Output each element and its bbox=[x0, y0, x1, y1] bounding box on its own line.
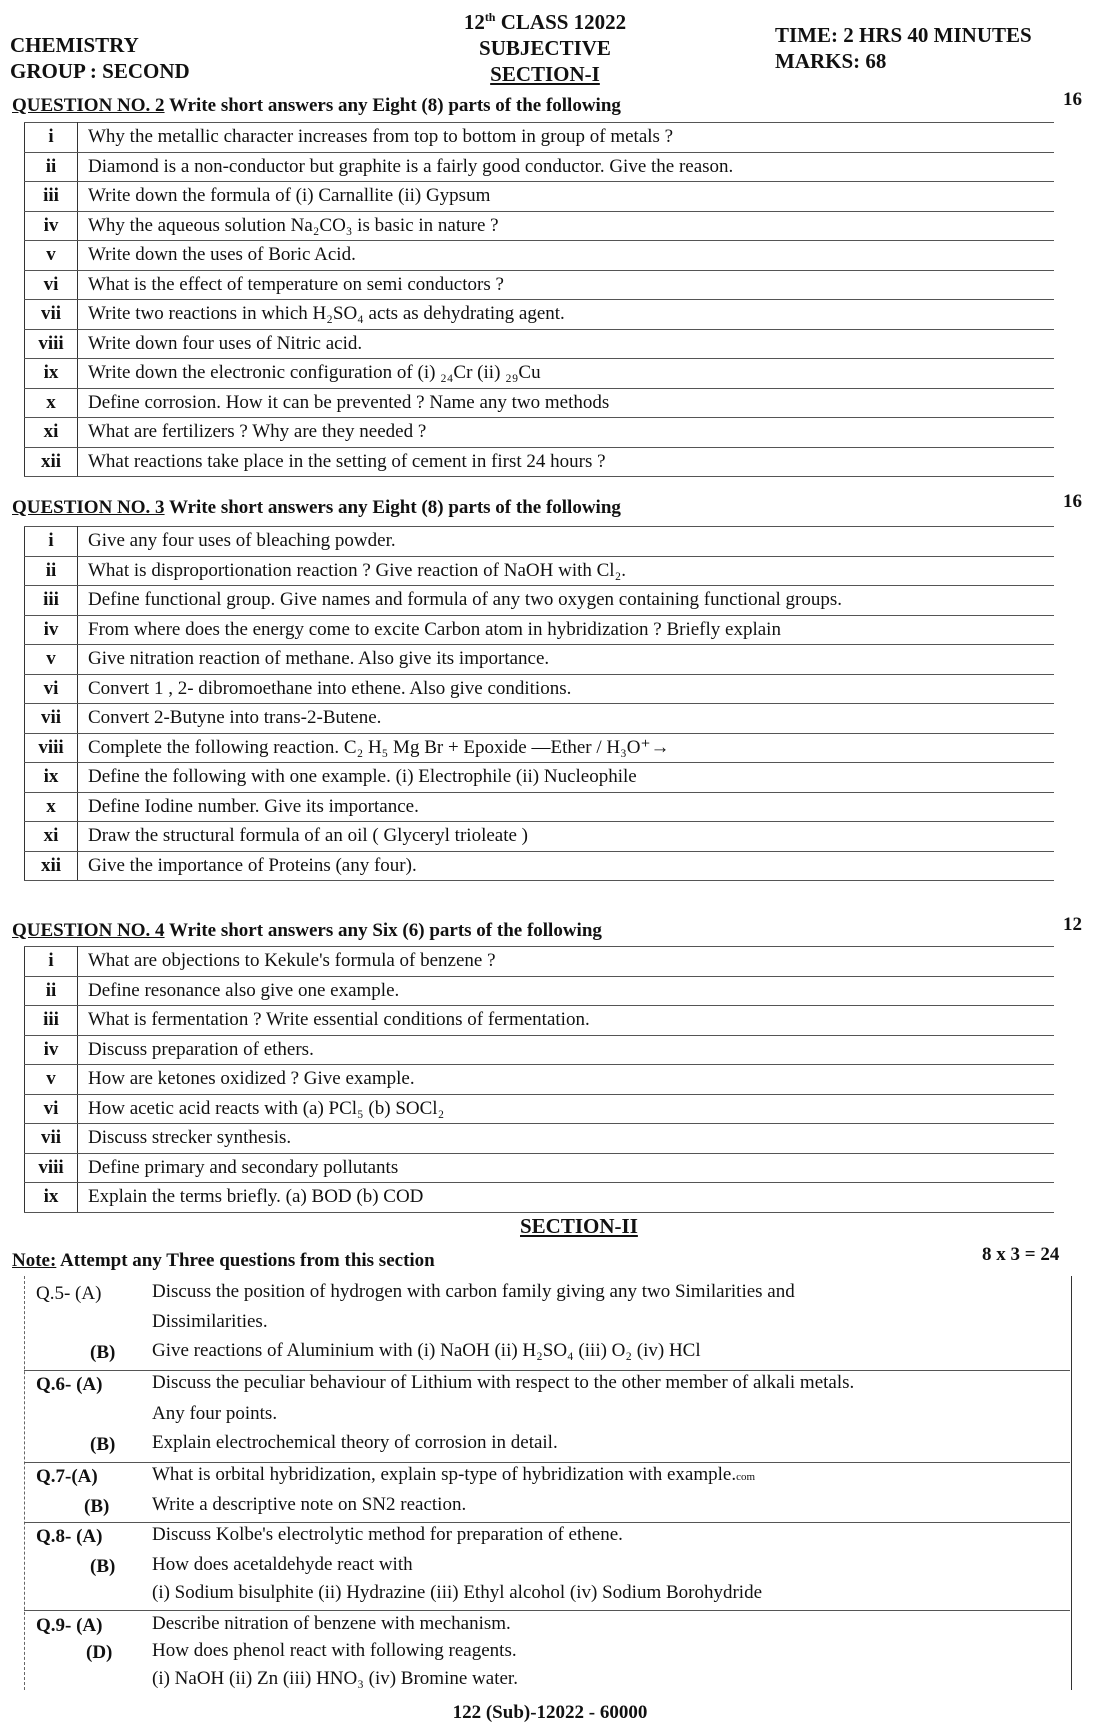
question-marks: 16 bbox=[1063, 491, 1082, 512]
class-label: 12th CLASS 12022 bbox=[463, 10, 627, 34]
divider bbox=[24, 1462, 1070, 1463]
part-text: Discuss preparation of ethers. bbox=[78, 1035, 1055, 1065]
question-number: QUESTION NO. 4 bbox=[12, 920, 165, 941]
part-text: Give nitration reaction of methane. Also give its importance. bbox=[78, 645, 1055, 675]
part-number: iv bbox=[25, 615, 78, 645]
question-part-row bbox=[25, 1006, 1055, 1036]
question-part-row bbox=[25, 586, 1055, 616]
question-part-row bbox=[25, 733, 1055, 763]
question-instruction: Write short answers any Six (6) parts of the following bbox=[164, 920, 602, 941]
q5b-text: Give reactions of Aluminium with (i) NaOH (ii) H₂SO₄ (iii) O₂ (iv) HCl bbox=[152, 1340, 701, 1361]
part-number: x bbox=[25, 388, 78, 418]
part-text: Diamond is a non-conductor but graphite is a fairly good conductor. Give the reason. bbox=[78, 152, 1055, 182]
part-number: v bbox=[25, 645, 78, 675]
part-text: What is the effect of temperature on semi conductors ? bbox=[78, 270, 1055, 300]
question-4-heading bbox=[12, 914, 1082, 942]
part-number: i bbox=[25, 123, 78, 153]
divider bbox=[24, 1370, 1070, 1371]
part-text: Discuss strecker synthesis. bbox=[78, 1124, 1055, 1154]
part-number: ii bbox=[25, 152, 78, 182]
part-number: vii bbox=[25, 704, 78, 734]
part-text: What are objections to Kekule's formula of benzene ? bbox=[78, 947, 1055, 977]
part-text: Write down four uses of Nitric acid. bbox=[78, 329, 1055, 359]
question-instruction: Write short answers any Eight (8) parts of the following bbox=[164, 95, 621, 116]
part-number: iii bbox=[25, 1006, 78, 1036]
section-2-note bbox=[12, 1250, 435, 1272]
question-number: QUESTION NO. 3 bbox=[12, 497, 165, 518]
part-text: Why the aqueous solution Na₂CO₃ is basic in nature ? bbox=[78, 211, 1055, 241]
q6b-label: (B) bbox=[90, 1434, 116, 1455]
part-number: viii bbox=[25, 733, 78, 763]
question-part-row bbox=[25, 1065, 1055, 1095]
part-text: Define Iodine number. Give its importance. bbox=[78, 792, 1055, 822]
part-text: How acetic acid reacts with (a) PCl₅ (b) SOCl₂ bbox=[78, 1094, 1055, 1124]
question-marks: 16 bbox=[1063, 89, 1082, 110]
part-text: What is fermentation ? Write essential conditions of fermentation. bbox=[78, 1006, 1055, 1036]
part-number: ix bbox=[25, 359, 78, 389]
question-part-row bbox=[25, 851, 1055, 881]
part-text: Convert 1 , 2- dibromoethane into ethene. Also give conditions. bbox=[78, 674, 1055, 704]
question-2-table bbox=[24, 122, 1054, 477]
question-3-table bbox=[24, 526, 1054, 881]
question-part-row bbox=[25, 241, 1055, 271]
q8b-label: (B) bbox=[90, 1556, 116, 1577]
paper-type: SUBJECTIVE bbox=[479, 36, 611, 60]
question-marks: 12 bbox=[1063, 914, 1082, 935]
part-text: Write down the formula of (i) Carnallite (ii) Gypsum bbox=[78, 182, 1055, 212]
part-number: x bbox=[25, 792, 78, 822]
part-number: viii bbox=[25, 1153, 78, 1183]
part-text: What is disproportionation reaction ? Give reaction of NaOH with Cl₂. bbox=[78, 556, 1055, 586]
section-title: SECTION-I bbox=[490, 62, 600, 86]
part-number: iii bbox=[25, 182, 78, 212]
question-3-heading bbox=[12, 491, 1082, 519]
question-part-row bbox=[25, 270, 1055, 300]
question-part-row bbox=[25, 1183, 1055, 1213]
question-part-row bbox=[25, 1124, 1055, 1154]
question-part-row bbox=[25, 615, 1055, 645]
question-part-row bbox=[25, 704, 1055, 734]
section-2-title: SECTION-II bbox=[520, 1214, 638, 1238]
q6b-text: Explain electrochemical theory of corrosion in detail. bbox=[152, 1432, 558, 1453]
part-number: ii bbox=[25, 556, 78, 586]
question-part-row bbox=[25, 1035, 1055, 1065]
part-number: vi bbox=[25, 1094, 78, 1124]
part-text: Give any four uses of bleaching powder. bbox=[78, 527, 1055, 557]
part-text: Write two reactions in which H₂SO₄ acts as dehydrating agent. bbox=[78, 300, 1055, 330]
q9b-text-line1: How does phenol react with following reagents. bbox=[152, 1640, 517, 1661]
section-2-marks: 8 x 3 = 24 bbox=[982, 1244, 1060, 1265]
part-text: How are ketones oxidized ? Give example. bbox=[78, 1065, 1055, 1095]
question-part-row bbox=[25, 1094, 1055, 1124]
q8a-label: Q.8- (A) bbox=[36, 1526, 103, 1547]
question-number: QUESTION NO. 2 bbox=[12, 95, 165, 116]
part-number: viii bbox=[25, 329, 78, 359]
question-part-row bbox=[25, 645, 1055, 675]
question-instruction: Write short answers any Eight (8) parts of the following bbox=[164, 497, 621, 518]
time-label: TIME: 2 HRS 40 MINUTES bbox=[775, 23, 1032, 47]
part-text: Define primary and secondary pollutants bbox=[78, 1153, 1055, 1183]
q7a-label: Q.7-(A) bbox=[36, 1466, 98, 1487]
question-part-row bbox=[25, 359, 1055, 389]
part-number: iii bbox=[25, 586, 78, 616]
paper-subject-block bbox=[10, 32, 190, 84]
divider bbox=[24, 1610, 1070, 1611]
question-part-row bbox=[25, 447, 1055, 477]
paper-code-footer: 122 (Sub)-12022 - 60000 bbox=[452, 1702, 648, 1723]
part-number: v bbox=[25, 1065, 78, 1095]
q7b-text: Write a descriptive note on SN2 reaction. bbox=[152, 1494, 467, 1515]
part-number: i bbox=[25, 947, 78, 977]
note-label: Note: bbox=[12, 1250, 57, 1271]
question-part-row bbox=[25, 418, 1055, 448]
part-text: Complete the following reaction. C₂ H₅ Mg Br + Epoxide —Ether / H₃O⁺→ bbox=[78, 733, 1055, 763]
question-part-row bbox=[25, 556, 1055, 586]
part-number: xi bbox=[25, 822, 78, 852]
part-text: Write down the electronic configuration of (i) ₂₄Cr (ii) ₂₉Cu bbox=[78, 359, 1055, 389]
part-number: iv bbox=[25, 1035, 78, 1065]
question-part-row bbox=[25, 976, 1055, 1006]
part-text: Give the importance of Proteins (any four). bbox=[78, 851, 1055, 881]
part-text: Explain the terms briefly. (a) BOD (b) COD bbox=[78, 1183, 1055, 1213]
q5a-text-line1: Discuss the position of hydrogen with carbon family giving any two Similarities and bbox=[152, 1281, 795, 1302]
question-part-row bbox=[25, 388, 1055, 418]
part-text: Define functional group. Give names and formula of any two oxygen containing functional groups. bbox=[78, 586, 1055, 616]
question-part-row bbox=[25, 329, 1055, 359]
question-part-row bbox=[25, 822, 1055, 852]
question-part-row bbox=[25, 1153, 1055, 1183]
q9b-label: (D) bbox=[86, 1642, 113, 1663]
part-number: ix bbox=[25, 1183, 78, 1213]
subject-title: CHEMISTRY bbox=[10, 33, 139, 57]
question-part-row bbox=[25, 300, 1055, 330]
part-number: iv bbox=[25, 211, 78, 241]
part-text: Define corrosion. How it can be prevented ? Name any two methods bbox=[78, 388, 1055, 418]
marks-label: MARKS: 68 bbox=[775, 49, 887, 73]
q6a-label: Q.6- (A) bbox=[36, 1374, 103, 1395]
question-part-row bbox=[25, 792, 1055, 822]
part-number: xi bbox=[25, 418, 78, 448]
part-number: ix bbox=[25, 763, 78, 793]
part-number: vi bbox=[25, 270, 78, 300]
question-part-row bbox=[25, 182, 1055, 212]
paper-time-block bbox=[775, 22, 1032, 74]
q9b-text-line2: (i) NaOH (ii) Zn (iii) HNO₃ (iv) Bromine water. bbox=[152, 1668, 518, 1689]
question-part-row bbox=[25, 674, 1055, 704]
question-2-heading bbox=[12, 89, 1082, 117]
question-part-row bbox=[25, 763, 1055, 793]
part-number: i bbox=[25, 527, 78, 557]
question-part-row bbox=[25, 152, 1055, 182]
question-part-row bbox=[25, 211, 1055, 241]
part-number: xii bbox=[25, 447, 78, 477]
part-text: From where does the energy come to excite Carbon atom in hybridization ? Briefly explain bbox=[78, 615, 1055, 645]
q9a-text: Describe nitration of benzene with mechanism. bbox=[152, 1613, 511, 1634]
q9a-label: Q.9- (A) bbox=[36, 1615, 103, 1636]
part-text: Define the following with one example. (i) Electrophile (ii) Nucleophile bbox=[78, 763, 1055, 793]
question-4-table bbox=[24, 946, 1054, 1213]
divider bbox=[24, 1522, 1070, 1523]
part-text: Why the metallic character increases from top to bottom in group of metals ? bbox=[78, 123, 1055, 153]
paper-class-block bbox=[400, 4, 690, 87]
q8a-text: Discuss Kolbe's electrolytic method for preparation of ethene. bbox=[152, 1524, 623, 1545]
part-text: Define resonance also give one example. bbox=[78, 976, 1055, 1006]
part-number: ii bbox=[25, 976, 78, 1006]
q7b-label: (B) bbox=[84, 1496, 110, 1517]
q8b-text-line2: (i) Sodium bisulphite (ii) Hydrazine (iii) Ethyl alcohol (iv) Sodium Borohydride bbox=[152, 1582, 763, 1603]
part-text: What reactions take place in the setting of cement in first 24 hours ? bbox=[78, 447, 1055, 477]
q5b-label: (B) bbox=[90, 1342, 116, 1363]
note-text: Attempt any Three questions from this section bbox=[56, 1250, 435, 1271]
part-number: vi bbox=[25, 674, 78, 704]
q7a-text: What is orbital hybridization, explain sp-type of hybridization with example.com bbox=[152, 1464, 756, 1485]
q8b-text-line1: How does acetaldehyde react with bbox=[152, 1554, 413, 1575]
question-part-row bbox=[25, 123, 1055, 153]
question-part-row bbox=[25, 947, 1055, 977]
group-label: GROUP : SECOND bbox=[10, 59, 190, 83]
q5a-text-line2: Dissimilarities. bbox=[152, 1311, 268, 1332]
part-number: vii bbox=[25, 300, 78, 330]
part-number: vii bbox=[25, 1124, 78, 1154]
part-number: v bbox=[25, 241, 78, 271]
part-number: xii bbox=[25, 851, 78, 881]
q5a-label: Q.5- (A) bbox=[36, 1283, 102, 1304]
part-text: Convert 2-Butyne into trans-2-Butene. bbox=[78, 704, 1055, 734]
question-part-row bbox=[25, 527, 1055, 557]
part-text: Write down the uses of Boric Acid. bbox=[78, 241, 1055, 271]
q6a-text-line2: Any four points. bbox=[152, 1403, 278, 1424]
q6a-text-line1: Discuss the peculiar behaviour of Lithium with respect to the other member of alkali metals. bbox=[152, 1372, 855, 1393]
part-text: Draw the structural formula of an oil ( Glyceryl trioleate ) bbox=[78, 822, 1055, 852]
part-text: What are fertilizers ? Why are they needed ? bbox=[78, 418, 1055, 448]
